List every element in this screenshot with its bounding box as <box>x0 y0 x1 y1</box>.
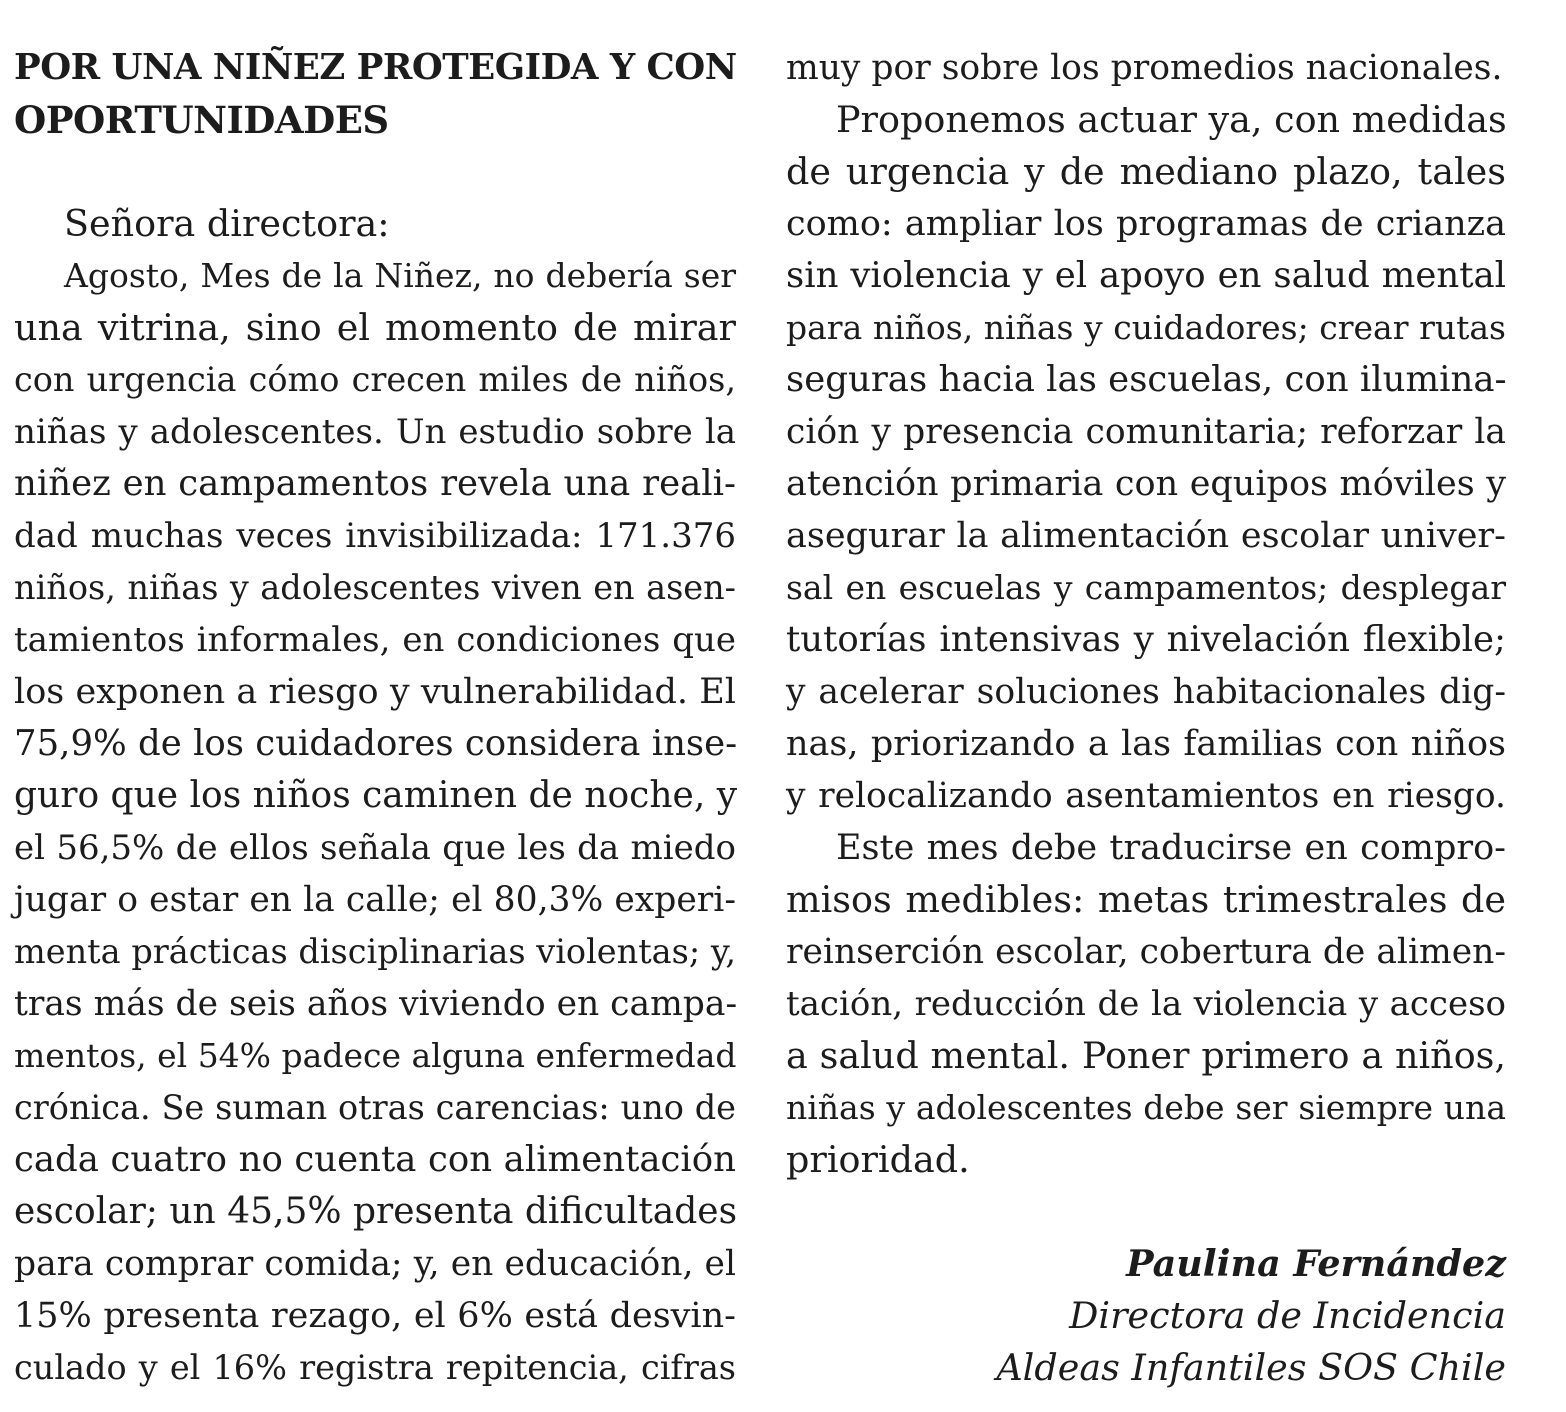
right-line: a salud mental. Poner primero a niños, <box>786 1034 1506 1077</box>
right-line: como: ampliar los programas de crianza <box>786 204 1506 244</box>
left-line: tamientos informales, en condiciones que <box>14 620 736 660</box>
right-line: para niños, niñas y cuidadores; crear rutas <box>786 308 1506 347</box>
right-line: asegurar la alimentación escolar univer- <box>786 516 1506 556</box>
headline-line-2: OPORTUNIDADES <box>14 98 389 142</box>
left-line: culado y el 16% registra repitencia, cifras <box>14 1348 736 1387</box>
left-line: Agosto, Mes de la Niñez, no debería ser <box>64 256 736 295</box>
left-line: guro que los niños caminen de noche, y <box>14 775 738 816</box>
left-line: para comprar comida; y, en educación, el <box>14 1244 736 1284</box>
right-line: ción y presencia comunitaria; reforzar la <box>786 412 1506 452</box>
salutation: Señora directora: <box>64 202 390 245</box>
signature-organization: Aldeas Infantiles SOS Chile <box>996 1346 1506 1389</box>
right-line: sal en escuelas y campamentos; desplegar <box>786 568 1506 607</box>
right-line: nas, priorizando a las familias con niños <box>786 724 1506 764</box>
left-line: niños, niñas y adolescentes viven en asen- <box>14 568 736 607</box>
right-line: sin violencia y el apoyo en salud mental <box>786 255 1506 296</box>
left-line: mentos, el 54% padece alguna enfermedad <box>14 1036 737 1075</box>
right-line: prioridad. <box>786 1138 970 1181</box>
headline-line-1: POR UNA NIÑEZ PROTEGIDA Y CON <box>14 47 737 88</box>
left-line: cada cuatro no cuenta con alimentación <box>14 1139 736 1180</box>
left-line: niñez en campamentos revela una reali- <box>14 463 736 504</box>
right-line: seguras hacia las escuelas, con ilumina- <box>786 359 1507 400</box>
right-line: Este mes debe traducirse en compro- <box>836 828 1506 868</box>
left-line: con urgencia cómo crecen miles de niños, <box>14 360 736 399</box>
right-line: atención primaria con equipos móviles y <box>786 464 1506 504</box>
right-line: y relocalizando asentamientos en riesgo. <box>786 776 1506 816</box>
right-line: Proponemos actuar ya, con medidas <box>836 98 1507 141</box>
left-line: escolar; un 45,5% presenta dificultades <box>14 1191 738 1232</box>
right-line: reinserción escolar, cobertura de alimen- <box>786 932 1506 972</box>
left-line: menta prácticas disciplinarias violentas; y, <box>14 932 736 971</box>
right-line: tutorías intensivas y nivelación flexible; <box>786 619 1506 660</box>
left-line: una vitrina, sino el momento de mirar <box>14 306 736 349</box>
signature-name: Paulina Fernández <box>1126 1242 1506 1285</box>
left-line: 15% presenta rezago, el 6% está desvin- <box>14 1296 736 1336</box>
right-line: tación, reducción de la violencia y acceso <box>786 984 1506 1024</box>
right-line: y acelerar soluciones habitacionales dig- <box>786 672 1506 712</box>
left-line: niñas y adolescentes. Un estudio sobre la <box>14 412 736 452</box>
left-line: tras más de seis años viviendo en campa- <box>14 984 738 1024</box>
left-line: jugar o estar en la calle; el 80,3% experi- <box>14 880 736 920</box>
signature-role: Directora de Incidencia <box>1069 1294 1506 1337</box>
left-line: 75,9% de los cuidadores considera inse- <box>14 723 738 764</box>
left-line: los exponen a riesgo y vulnerabilidad. El <box>14 672 736 712</box>
right-line: niñas y adolescentes debe ser siempre una <box>786 1088 1506 1127</box>
left-line: el 56,5% de ellos señala que les da miedo <box>14 828 736 868</box>
right-line: misos medibles: metas trimestrales de <box>786 878 1506 921</box>
left-line: dad muchas veces invisibilizada: 171.376 <box>14 516 736 556</box>
right-line: muy por sobre los promedios nacionales. <box>786 48 1503 88</box>
left-line: crónica. Se suman otras carencias: uno de <box>14 1088 736 1127</box>
right-line: de urgencia y de mediano plazo, tales <box>786 150 1506 193</box>
